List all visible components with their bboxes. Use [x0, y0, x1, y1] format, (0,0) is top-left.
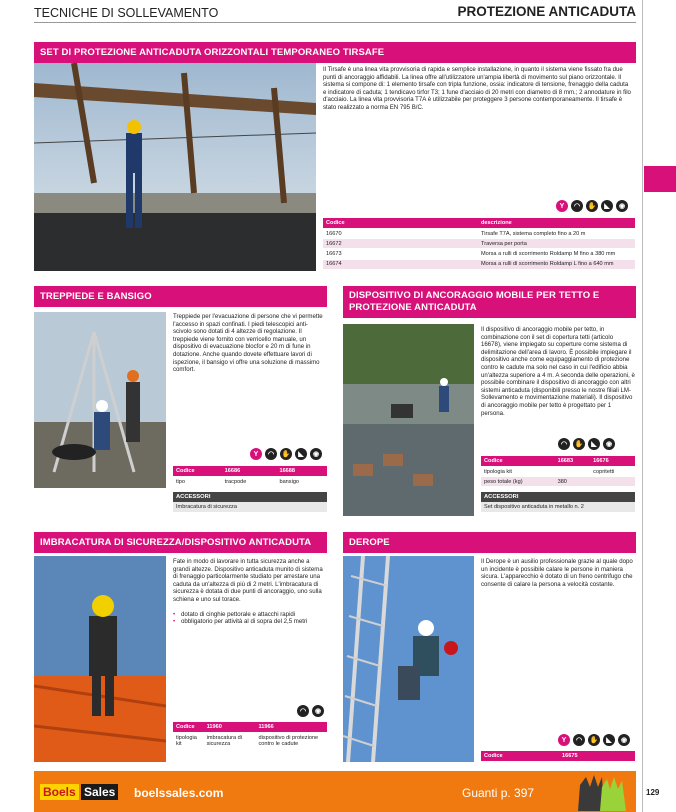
table-cell: tipologia kit — [481, 467, 555, 477]
mask-icon: ◉ — [312, 705, 324, 717]
boot-icon: ◣ — [603, 734, 615, 746]
mask-icon: ◉ — [310, 448, 322, 460]
table-row — [481, 477, 635, 487]
table-row — [323, 229, 635, 239]
treppiede-description: Treppiede per l'evacuazione di persone che vi permette l'accesso in spazi confinati. I piedi telescopici anti-scivolo sono dotati di 4 altezze di regolazione. Il treppiede viene fornito con verricello manuale, un dispositivo di evacuazione blocfor e 20 m di fune in dotazione. Anche quando dovete effettuare lavori di ispezione, il bansigo vi offre una soluzione di massimo comfort. — [173, 313, 323, 374]
gloves-image — [574, 773, 630, 811]
treppiede-table — [173, 466, 327, 486]
imbracatura-title: IMBRACATURA DI SICUREZZA/DISPOSITIVO ANTICADUTA — [34, 532, 327, 553]
gloves-reference: Guanti p. 397 — [462, 786, 535, 800]
table-cell: bansigo — [276, 477, 327, 487]
derope-table — [481, 751, 635, 761]
table-cell: 380 — [555, 477, 591, 487]
website-link[interactable]: boelssales.com — [134, 786, 224, 800]
table-header: 16675 — [559, 751, 635, 761]
mask-icon: ◉ — [616, 200, 628, 212]
table-header: Codice — [173, 722, 204, 733]
table-header: Codice — [323, 218, 478, 229]
table-cell — [555, 467, 591, 477]
table-row — [173, 733, 327, 749]
table-row — [323, 259, 635, 269]
ancoraggio-photo — [343, 324, 474, 516]
treppiede-table-wrap — [173, 466, 327, 512]
glove-icon: ✋ — [573, 438, 585, 450]
table-cell: imbracatura di sicurezza — [204, 733, 256, 749]
accessori-header: ACCESSORI — [173, 492, 327, 502]
table-header: 11960 — [204, 722, 256, 733]
hardhat-icon: ◠ — [297, 705, 309, 717]
imbracatura-description: Fate in modo di lavorare in tutta sicurezza anche a grandi altezze. Dispositivo anticaduta munito di sistema di frenaggio particolarmente studiato per arrestare una caduta da un'altezza di più di 2 metri. L'imbracatura di sicurezza è dotata di due punti di ancoraggio, uno sulla schiena e uno sul torace. — [173, 558, 323, 603]
mask-icon: ◉ — [618, 734, 630, 746]
glasses-icon: Y — [556, 200, 568, 212]
table-header: Codice — [481, 456, 555, 467]
table-cell: tipo — [173, 477, 222, 487]
derope-table-wrap — [481, 751, 635, 761]
tirsafe-title: SET DI PROTEZIONE ANTICADUTA ORIZZONTALI TEMPORANEO TIRSAFE — [34, 42, 636, 63]
tirsafe-description: Il Tirsafe è una linea vita provvisoria di rapida e semplice installazione, in quanto il sistema viene fissato fra due punti di ancoraggio affidabili. La linea offre all'utilizzatore un'ampia libertà di movimento sul piano orizzontale. Il sistema si compone di: 1 elemento tirsafe con tripla funzione, ossia: indicatore di tensione, frenaggio della caduta e indicatore di caduta; 1 tendicavo tirfor T3; 1 fune d'acciaio di 20 metri con diametro di 8 mm.; 2 annodature in filo d'acciaio. La linea vita provvisoria T7A è utilizzabile per proteggere 3 persone contemporaneamente. Il tirsafe è stato realizzato a norma EN 795 B/C. — [323, 66, 631, 111]
glasses-icon: Y — [250, 448, 262, 460]
imbracatura-safety-icons — [297, 705, 324, 717]
table-cell: 16674 — [323, 259, 478, 269]
glove-icon: ✋ — [280, 448, 292, 460]
table-cell: 16670 — [323, 229, 478, 239]
imbracatura-photo — [34, 556, 166, 762]
table-cell: 16673 — [323, 249, 478, 259]
page-number: 129 — [646, 788, 660, 797]
header-category: TECNICHE DI SOLLEVAMENTO — [34, 6, 219, 20]
hardhat-icon: ◠ — [558, 438, 570, 450]
table-cell: peso totale (kg) — [481, 477, 555, 487]
glove-icon: ✋ — [586, 200, 598, 212]
table-header: 11966 — [255, 722, 327, 733]
page-margin-rule — [642, 0, 643, 812]
ancoraggio-description: Il dispositivo di ancoraggio mobile per tetto, in combinazione con il set di copertura tetti (articolo 16678), viene impiegato su coperture come sistema di delimitazione dell'area di lavoro. È possibile impiegare il dispositivo anche come equipaggiamento di protezione contro le cadute ma solo nel caso in cui l'edificio abbia un'altezza superiore a 4 m. A seconda delle operazioni, è possibile combinare il dispositivo di ancoraggio con altri sistemi anticaduta (disponibili presso le nostre filiali LM- Sollevamento e movimentazione materiali). Il dispositivo di ancoraggio mobile per tetto è progettato per 1 persona. — [481, 326, 635, 417]
imbracatura-description-wrap — [173, 558, 325, 626]
table-header: 16676 — [590, 456, 635, 467]
accessori-item: Imbracatura di sicurezza — [173, 502, 327, 512]
table-row — [323, 249, 635, 259]
hardhat-icon: ◠ — [265, 448, 277, 460]
list-item: • obbligatorio per attività al di sopra del 2,5 metri — [173, 618, 325, 626]
table-header: Codice — [173, 466, 222, 477]
table-cell: 16672 — [323, 239, 478, 249]
treppiede-photo — [34, 312, 166, 488]
derope-photo — [343, 556, 474, 762]
table-row — [481, 467, 635, 477]
table-cell — [590, 477, 635, 487]
table-cell: dispositivo di protezione contro le cadute — [255, 733, 327, 749]
table-header: 16683 — [555, 456, 591, 467]
table-header: Codice — [481, 751, 559, 761]
derope-title: DEROPE — [343, 532, 636, 553]
glasses-icon: Y — [558, 734, 570, 746]
table-cell: Traversa per porta — [478, 239, 635, 249]
derope-safety-icons — [558, 734, 630, 746]
imbracatura-table — [173, 722, 327, 748]
table-cell: Tirsafe T7A, sistema completo fino a 20 m — [478, 229, 635, 239]
sales-logo: Sales — [81, 784, 118, 800]
table-header: descrizione — [478, 218, 635, 229]
accessori-header: ACCESSORI — [481, 492, 635, 502]
ancoraggio-table-wrap — [481, 456, 635, 512]
table-cell: tracpode — [222, 477, 277, 487]
list-item: • dotato di cinghie pettorale e attacchi rapidi — [173, 611, 325, 619]
table-cell: Morsa a rulli di scorrimento Roldamp M fino a 380 mm — [478, 249, 635, 259]
derope-description: Il Derope è un ausilio professionale grazie al quale dopo un incidente è possibile calare le persone in maniera sicura. L'apparecchio è dotato di un freno centrifugo che consente di calare la persona a velocità costante. — [481, 558, 633, 588]
chapter-tab — [644, 166, 676, 192]
tirsafe-photo — [34, 63, 316, 271]
imbracatura-table-wrap — [173, 722, 327, 748]
table-header: 16688 — [276, 466, 327, 477]
table-row — [323, 239, 635, 249]
tirsafe-table — [323, 218, 635, 269]
glove-icon: ✋ — [588, 734, 600, 746]
table-cell: Morsa a rulli di scorrimento Roldamp L fino a 640 mm — [478, 259, 635, 269]
header-divider — [34, 22, 636, 23]
header-section-title: PROTEZIONE ANTICADUTA — [457, 4, 636, 19]
tirsafe-table-wrap — [323, 218, 635, 269]
boot-icon: ◣ — [588, 438, 600, 450]
tirsafe-safety-icons — [556, 200, 628, 212]
hardhat-icon: ◠ — [573, 734, 585, 746]
table-cell: copritetti — [590, 467, 635, 477]
table-header: 16686 — [222, 466, 277, 477]
mask-icon: ◉ — [603, 438, 615, 450]
treppiede-safety-icons — [250, 448, 322, 460]
ancoraggio-title: DISPOSITIVO DI ANCORAGGIO MOBILE PER TETTO E PROTEZIONE ANTICADUTA — [343, 286, 636, 318]
hardhat-icon: ◠ — [571, 200, 583, 212]
footer-bar — [34, 771, 636, 812]
treppiede-title: TREPPIEDE E BANSIGO — [34, 286, 327, 307]
accessori-item: Set dispositivo anticaduta in metallo n. 2 — [481, 502, 635, 512]
boot-icon: ◣ — [295, 448, 307, 460]
boels-logo: Boels — [40, 784, 79, 800]
table-cell: tipologia kit — [173, 733, 204, 749]
boot-icon: ◣ — [601, 200, 613, 212]
table-row — [173, 477, 327, 487]
imbracatura-bullets — [173, 611, 325, 626]
ancoraggio-safety-icons — [558, 438, 615, 450]
ancoraggio-table — [481, 456, 635, 486]
